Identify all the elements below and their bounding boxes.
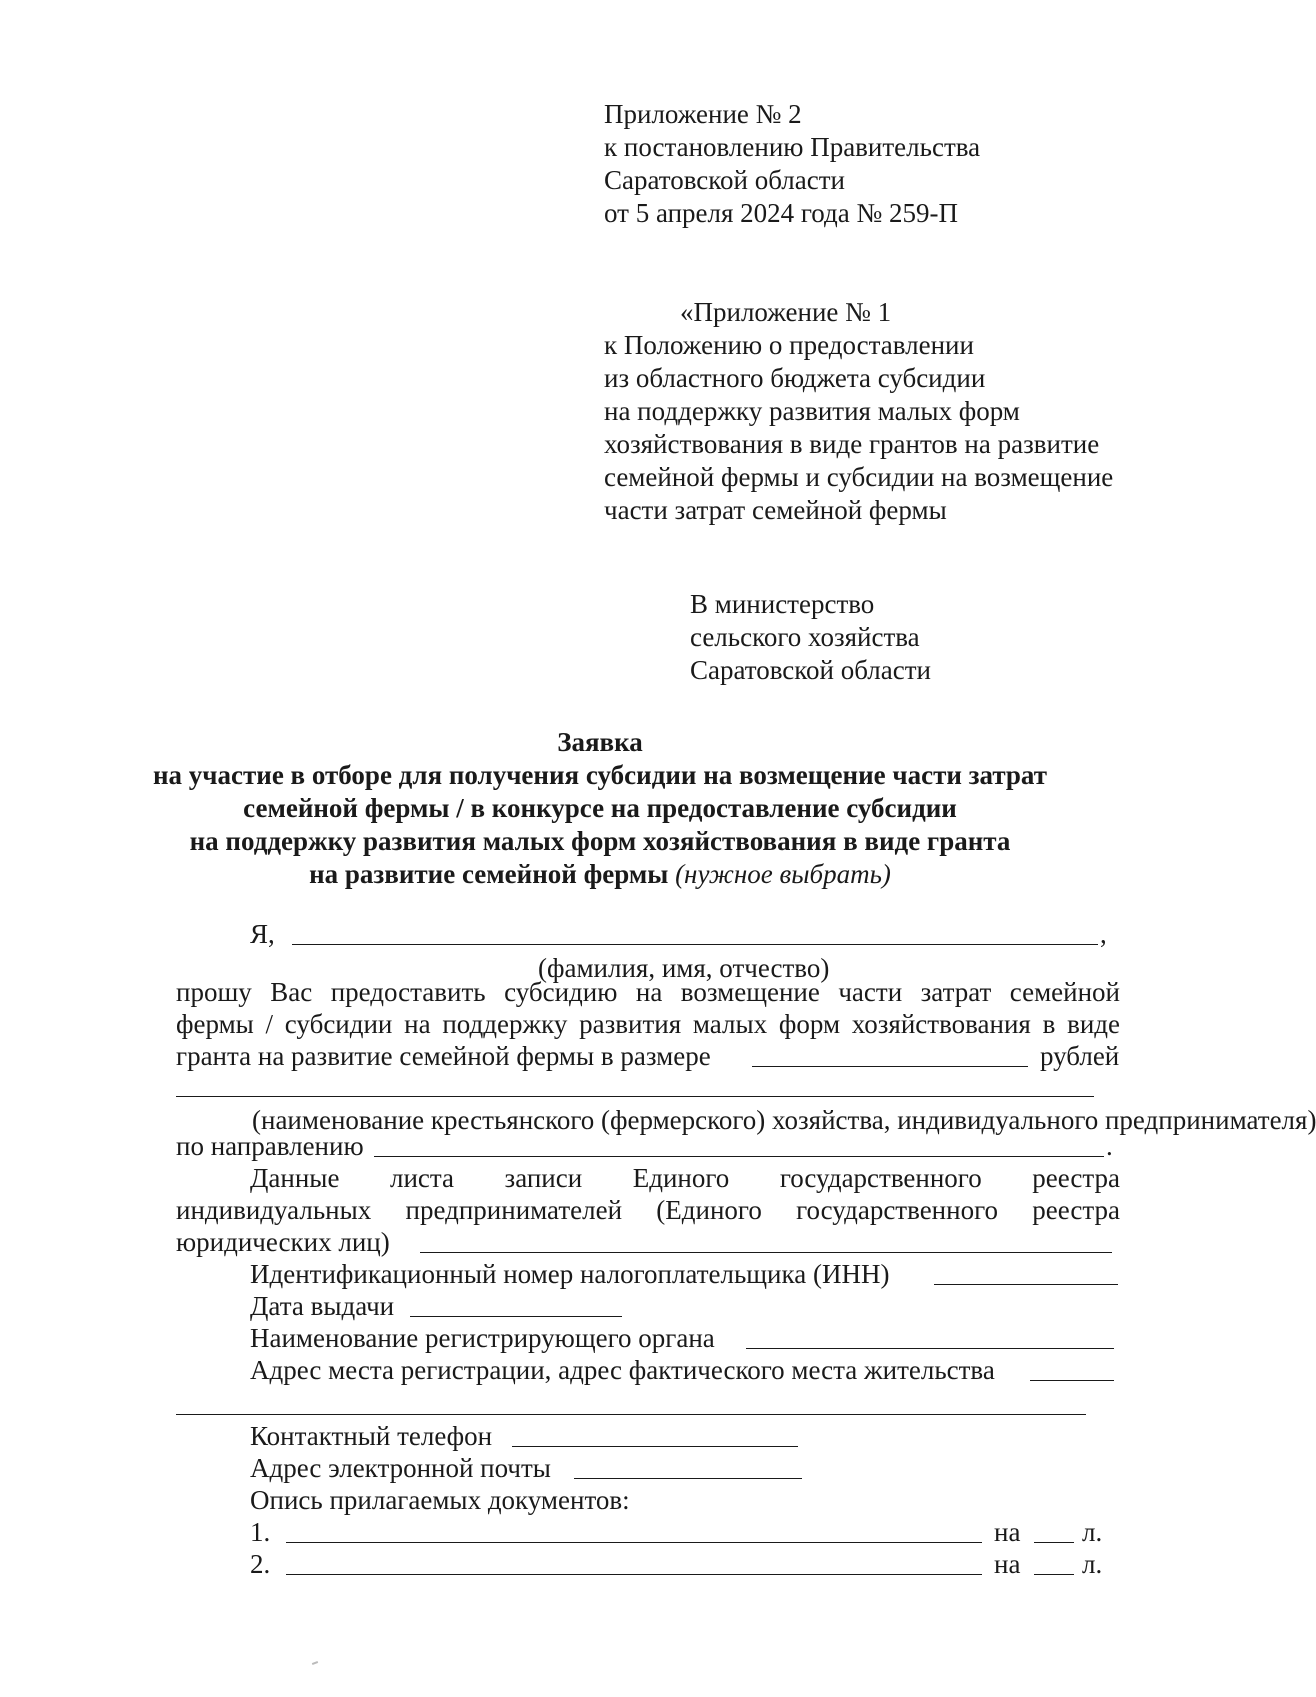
- registrar-field[interactable]: [746, 1348, 1114, 1349]
- attachment-1-sheets-field[interactable]: [1034, 1542, 1074, 1543]
- i-label: Я,: [250, 919, 275, 949]
- subsidy-amount-field[interactable]: [752, 1066, 1028, 1067]
- annex1-line-3: из областного бюджета субсидии: [604, 363, 986, 393]
- title-line-1: Заявка: [557, 727, 643, 757]
- inn-field[interactable]: [934, 1284, 1118, 1285]
- title-line-3: семейной фермы / в конкурсе на предоставление субсидии: [243, 793, 957, 823]
- addressee-line-3: Саратовской области: [690, 655, 931, 685]
- annex1-line-1: «Приложение № 1: [680, 297, 892, 327]
- annex1-line-5: хозяйствования в виде грантов на развитие: [604, 429, 1100, 459]
- addressee-line-1: В министерство: [690, 589, 875, 619]
- attachment-2-sheets-field[interactable]: [1034, 1574, 1074, 1575]
- farm-hint: (наименование крестьянского (фермерского) хозяйства, индивидуального предпринимателя): [252, 1105, 1316, 1135]
- addressee-block: [690, 588, 931, 687]
- direction-label: по направлению: [176, 1131, 364, 1161]
- annex2-header: [604, 98, 980, 230]
- direction-end: .: [1106, 1131, 1113, 1161]
- attachment-2-field[interactable]: [286, 1574, 982, 1575]
- farm-name-field[interactable]: [176, 1096, 1094, 1097]
- request-line-3-start: гранта на развитие семейной фермы в размере: [176, 1041, 711, 1071]
- annex2-line-1: Приложение № 2: [604, 99, 802, 129]
- annex1-line-7: части затрат семейной фермы: [604, 495, 947, 525]
- title-line-2: на участие в отборе для получения субсидии на возмещение части затрат: [152, 760, 1047, 790]
- annex1-line-2: к Положению о предоставлении: [604, 330, 974, 360]
- application-title: [150, 726, 1050, 891]
- addressee-line-2: сельского хозяйства: [690, 622, 920, 652]
- attachments-label: Опись прилагаемых документов:: [250, 1485, 630, 1515]
- attachment-2-sheets: л.: [1082, 1549, 1103, 1579]
- annex1-line-4: на поддержку развития малых форм: [604, 396, 1020, 426]
- title-line-5: [150, 858, 1050, 891]
- registry-line-3: юридических лиц): [176, 1227, 390, 1257]
- annex2-line-2: к постановлению Правительства: [604, 132, 981, 162]
- annex2-line-3: Саратовской области: [604, 165, 845, 195]
- address-label: Адрес места регистрации, адрес фактического места жительства: [250, 1355, 995, 1385]
- attachment-2-number: 2.: [250, 1549, 271, 1579]
- fio-hint: (фамилия, имя, отчество): [538, 953, 830, 983]
- title-line-4: на поддержку развития малых форм хозяйствования в виде гранта: [189, 826, 1011, 856]
- attachment-1-field[interactable]: [286, 1542, 982, 1543]
- annex1-header: [604, 296, 1113, 527]
- scan-speck: [312, 1661, 318, 1665]
- email-field[interactable]: [574, 1478, 802, 1479]
- attachment-2-on: на: [994, 1549, 1021, 1579]
- annex2-line-4: от 5 апреля 2024 года № 259-П: [604, 198, 958, 228]
- i-comma: ,: [1100, 919, 1107, 949]
- issue-date-field[interactable]: [410, 1316, 622, 1317]
- registry-line-1: Данные листа записи Единого государственного реестра: [250, 1163, 1120, 1193]
- request-line-3-end: рублей: [1040, 1041, 1120, 1071]
- registry-line-2: индивидуальных предпринимателей (Единого государственного реестра: [176, 1195, 1120, 1225]
- fio-field[interactable]: [292, 944, 1098, 945]
- issue-date-label: Дата выдачи: [250, 1291, 395, 1321]
- title-choose-note: (нужное выбрать): [675, 859, 891, 889]
- direction-field[interactable]: [374, 1156, 1104, 1157]
- registry-field[interactable]: [420, 1252, 1112, 1253]
- attachment-1-on: на: [994, 1517, 1021, 1547]
- request-line-1: прошу Вас предоставить субсидию на возмещение части затрат семейной: [176, 977, 1120, 1007]
- annex1-line-6: семейной фермы и субсидии на возмещение: [604, 462, 1114, 492]
- email-label: Адрес электронной почты: [250, 1453, 551, 1483]
- registrar-label: Наименование регистрирующего органа: [250, 1323, 715, 1353]
- attachment-1-sheets: л.: [1082, 1517, 1103, 1547]
- address-field-continuation[interactable]: [176, 1414, 1086, 1415]
- request-line-2: фермы / субсидии на поддержку развития малых форм хозяйствования в виде: [176, 1009, 1120, 1039]
- phone-field[interactable]: [512, 1446, 798, 1447]
- address-field-end[interactable]: [1030, 1380, 1114, 1381]
- attachment-1-number: 1.: [250, 1517, 271, 1547]
- phone-label: Контактный телефон: [250, 1421, 493, 1451]
- title-line-5-text: на развитие семейной фермы: [309, 859, 669, 889]
- inn-label: Идентификационный номер налогоплательщика (ИНН): [250, 1259, 890, 1289]
